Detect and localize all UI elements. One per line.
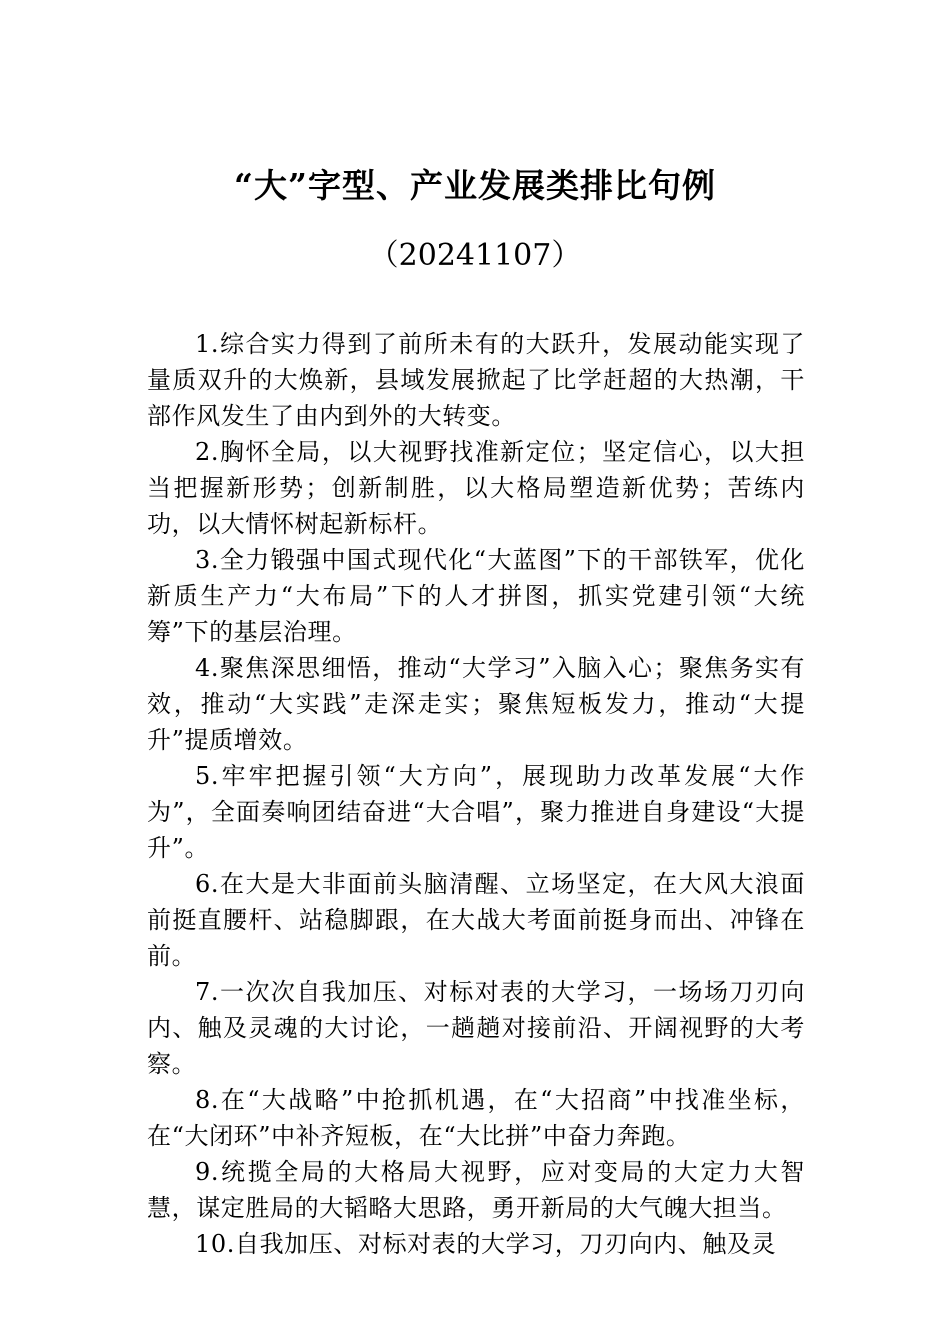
paragraph: 4.聚焦深思细悟，推动“大学习”入脑入心；聚焦务实有效，推动“大实践”走深走实；聚焦短板发力，推动“大提升”提质增效。	[147, 654, 805, 754]
paragraph: 1.综合实力得到了前所未有的大跃升，发展动能实现了量质双升的大焕新，县域发展掀起了比学赶超的大热潮，干部作风发生了由内到外的大转变。	[147, 330, 805, 430]
paragraph: 7.一次次自我加压、对标对表的大学习，一场场刀刃向内、触及灵魂的大讨论，一趟趟对接前沿、开阔视野的大考察。	[147, 978, 805, 1078]
paragraph: 10.自我加压、对标对表的大学习，刀刃向内、触及灵	[195, 1230, 777, 1258]
paragraph: 5.牢牢把握引领“大方向”，展现助力改革发展“大作为”，全面奏响团结奋进“大合唱”，聚力推进自身建设“大提升”。	[147, 762, 805, 862]
paragraph: 6.在大是大非面前头脑清醒、立场坚定，在大风大浪面前挺直腰杆、站稳脚跟，在大战大考面前挺身而出、冲锋在前。	[147, 870, 805, 970]
paragraph: 3.全力锻强中国式现代化“大蓝图”下的干部铁军，优化新质生产力“大布局”下的人才拼图，抓实党建引领“大统筹”下的基层治理。	[147, 546, 805, 646]
paragraph: 9.统揽全局的大格局大视野，应对变局的大定力大智慧，谋定胜局的大韬略大思路，勇开新局的大气魄大担当。	[147, 1158, 805, 1222]
paragraph: 2.胸怀全局，以大视野找准新定位；坚定信心，以大担当把握新形势；创新制胜，以大格局塑造新优势；苦练内功，以大情怀树起新标杆。	[147, 438, 805, 538]
document-title: “大”字型、产业发展类排比句例	[234, 166, 716, 205]
document-date: （20241107）	[368, 238, 582, 273]
paragraph: 8.在“大战略”中抢抓机遇，在“大招商”中找准坐标，在“大闭环”中补齐短板，在“大比拼”中奋力奔跑。	[147, 1086, 805, 1150]
document-body	[147, 326, 805, 1262]
